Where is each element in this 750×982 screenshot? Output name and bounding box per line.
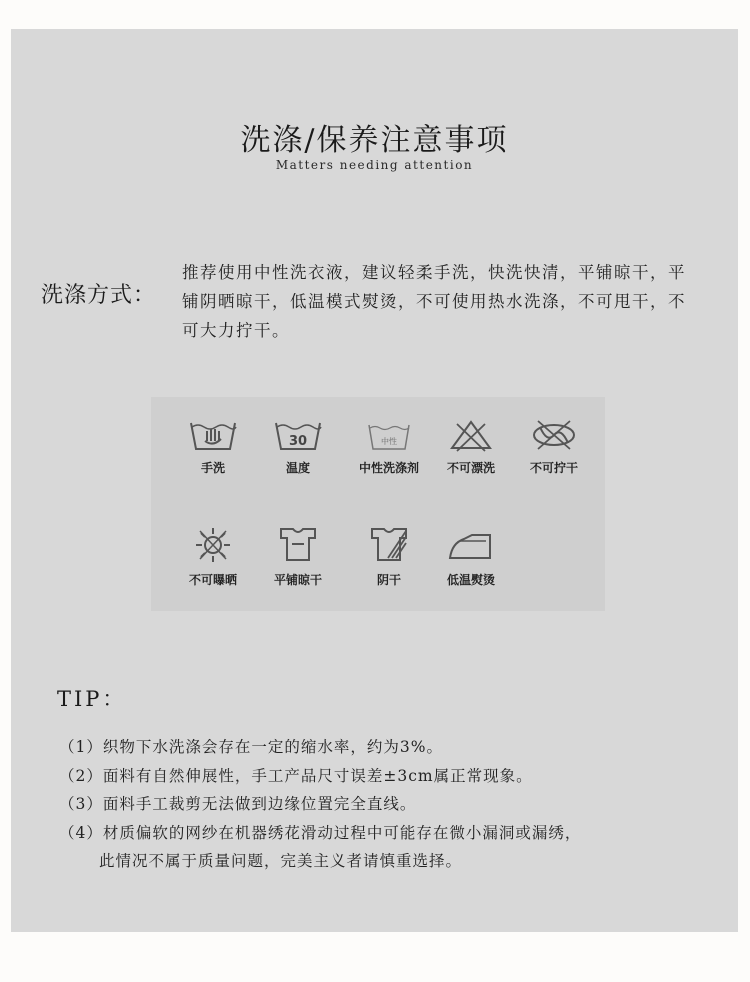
care-item-no-bleach xyxy=(431,417,511,476)
hand-wash-icon xyxy=(188,417,238,453)
dry-flat-icon xyxy=(273,525,323,565)
care-item-hand-wash xyxy=(173,417,253,476)
tip-list xyxy=(59,733,729,876)
no-wring-label: 不可拧干 xyxy=(529,461,578,475)
wash-30-icon xyxy=(273,417,323,453)
svg-text:中性: 中性 xyxy=(381,437,397,446)
no-sun-icon xyxy=(188,525,238,565)
tip-item: （3）面料手工裁剪无法做到边缘位置完全直线。 xyxy=(59,795,417,813)
tip-item: （2）面料有自然伸展性，手工产品尺寸误差±3cm属正常现象。 xyxy=(59,766,533,785)
svg-text:30: 30 xyxy=(288,434,308,449)
care-item-neutral-detergent xyxy=(349,417,429,476)
tip-item: （4）材质偏软的网纱在机器绣花滑动过程中可能存在微小漏洞或漏绣， xyxy=(59,823,582,842)
tip-title: TIP： xyxy=(57,687,127,711)
page-subtitle: Matters needing attention xyxy=(275,158,474,172)
care-item-no-wring xyxy=(514,417,594,476)
low-iron-label: 低温熨烫 xyxy=(446,573,495,587)
tip-item-continuation: 此情况不属于质量问题，完美主义者请慎重选择。 xyxy=(99,852,463,870)
care-item-temperature xyxy=(258,417,338,476)
no-wring-icon xyxy=(529,417,579,453)
shade-dry-icon xyxy=(364,525,414,565)
shade-dry-label: 阴干 xyxy=(376,573,401,587)
no-bleach-icon xyxy=(446,417,496,453)
care-item-dry-flat xyxy=(258,525,338,588)
tip-item: （1）织物下水洗涤会存在一定的缩水率，约为3%。 xyxy=(59,738,443,756)
page-title: 洗涤/保养注意事项 xyxy=(240,123,509,158)
care-item-low-iron xyxy=(431,525,511,588)
washing-method-label: 洗涤方式： xyxy=(41,283,157,308)
no-sun-label: 不可曝晒 xyxy=(188,573,237,587)
care-item-shade-dry xyxy=(349,525,429,588)
dry-flat-label: 平铺晾干 xyxy=(273,573,322,587)
neutral-detergent-icon xyxy=(364,417,414,453)
no-bleach-label: 不可漂洗 xyxy=(446,461,495,475)
content-panel xyxy=(11,29,738,932)
low-iron-icon xyxy=(446,525,496,565)
care-item-no-sun xyxy=(173,525,253,588)
neutral-detergent-label: 中性洗涤剂 xyxy=(358,461,419,475)
temperature-label: 温度 xyxy=(285,461,310,475)
care-icons-panel xyxy=(151,397,605,611)
washing-method-text: 推荐使用中性洗衣液，建议轻柔手洗，快洗快清，平铺晾干，平铺阴晒晾干，低温模式熨烫，不可使用热水洗涤，不可甩干，不可大力拧干。 xyxy=(182,263,686,340)
hand-wash-label: 手洗 xyxy=(200,461,225,475)
